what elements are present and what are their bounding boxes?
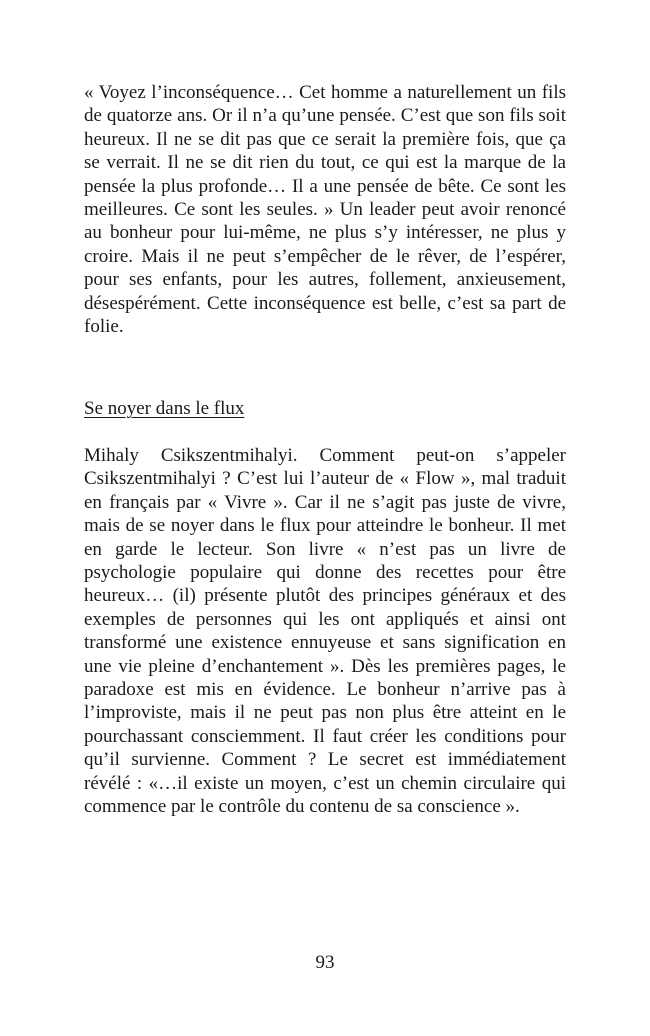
- paragraph-1: « Voyez l’inconséquence… Cet homme a naturellement un fils de quatorze ans. Or il n’a qu’une pensée. C’est que son fils soit heureux. Il ne se dit pas que ce serait la première fois, que ça se verrait. Il ne se dit rien du tout, ce qui est la marque de la pensée la plus profonde… Il a une pensée de bête. Ce sont les meilleures. Ce sont les seules. » Un leader peut avoir renoncé au bonheur pour lui-même, ne plus s’y intéresser, ne plus y croire. Mais il ne peut s’empêcher de le rêver, de l’espérer, pour ses enfants, pour les autres, follement, anxieusement, désespérément. Cette inconséquence est belle, c’est sa part de folie.: [84, 82, 566, 338]
- page-number: 93: [315, 952, 335, 973]
- page-body: [84, 81, 566, 818]
- paragraph-2: Mihaly Csikszentmihalyi. Comment peut-on s’appeler Csikszentmihalyi ? C’est lui l’auteur de « Flow », mal traduit en français par « Vivre ». Car il ne s’agit pas juste de vivre, mais de se noyer dans le flux pour atteindre le bonheur. Il met en garde le lecteur. Son livre « n’est pas un livre de psychologie populaire qui donne des recettes pour être heureux… (il) présente plutôt des principes généraux et des exemples de personnes qui les ont appliqués et ainsi ont transformé une existence ennuyeuse et sans signification en une vie pleine d’enchantement ». Dès les premières pages, le paradoxe est mis en évidence. Le bonheur n’arrive pas à l’improviste, mais il ne peut pas non plus être atteint en le pourchassant consciemment. Il faut créer les conditions pour qu’il survienne. Comment ? Le secret est immédiatement révélé : «…il existe un moyen, c’est un chemin circulaire qui commence par le contrôle du contenu de sa conscience ».: [84, 444, 566, 817]
- section-title: Se noyer dans le flux: [84, 398, 245, 420]
